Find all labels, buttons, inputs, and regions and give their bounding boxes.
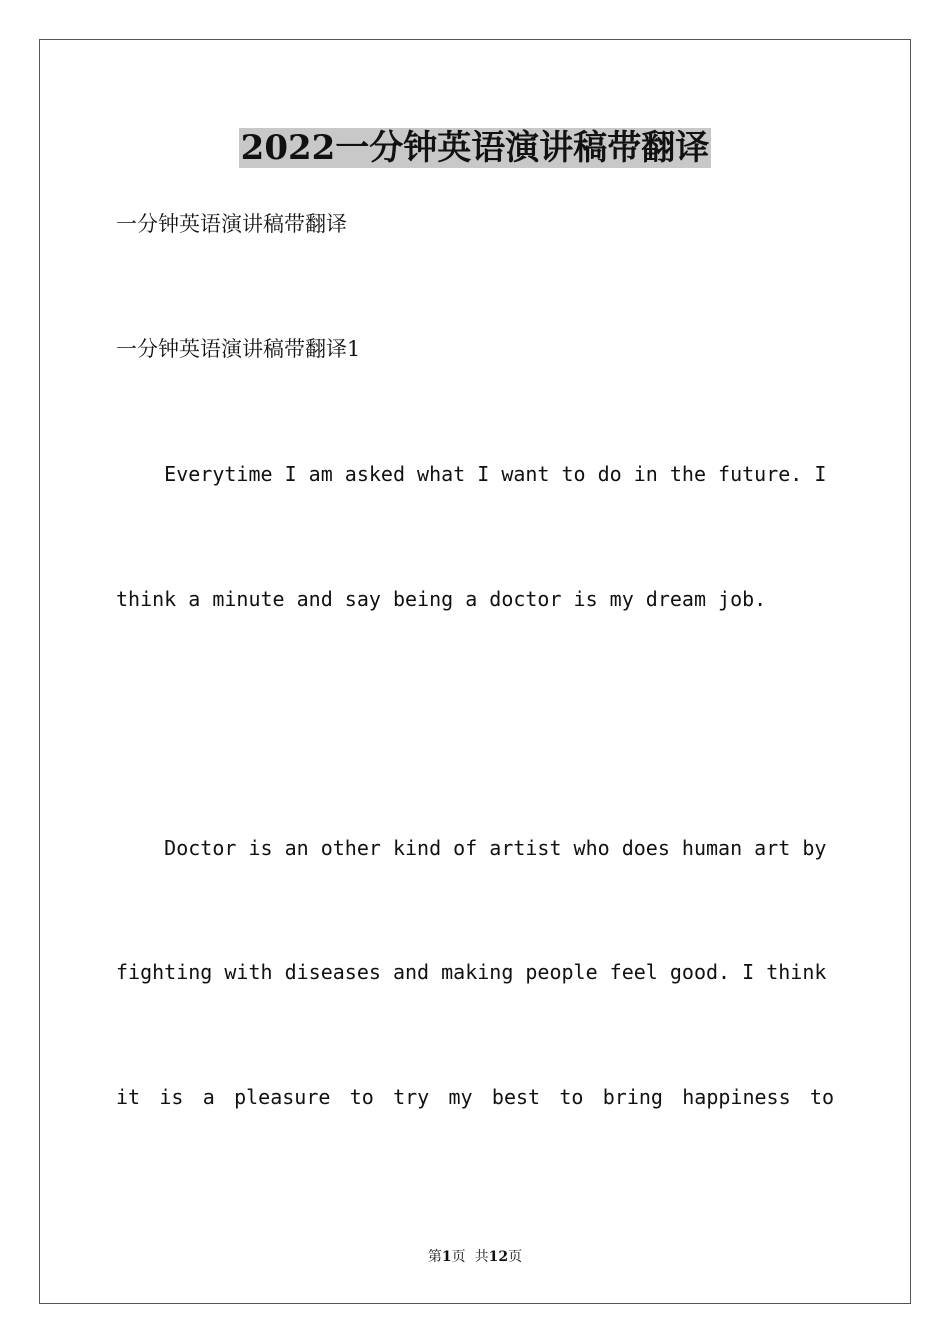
page-footer	[0, 1248, 950, 1266]
paragraph-2-line-2: fighting with diseases and making people feel good. I think	[116, 960, 827, 984]
document-title: 2022一分钟英语演讲稿带翻译	[240, 128, 710, 168]
paragraph-1-line-2: think a minute and say being a doctor is my dream job.	[116, 587, 767, 611]
footer-mid: 页 共	[451, 1249, 489, 1265]
footer-prefix: 第	[427, 1249, 442, 1265]
footer-total-pages: 12	[488, 1249, 509, 1265]
title-container	[0, 128, 950, 168]
document-subtitle: 一分钟英语演讲稿带翻译	[116, 212, 347, 236]
paragraph-2-line-1: Doctor is an other kind of artist who does human art by	[116, 836, 827, 860]
section-heading: 一分钟英语演讲稿带翻译1	[116, 337, 361, 361]
paragraph-1-line-1: Everytime I am asked what I want to do in the future. I	[116, 462, 827, 486]
footer-page-number: 1	[441, 1249, 452, 1265]
footer-suffix: 页	[508, 1249, 523, 1265]
paragraph-2-line-3: it is a pleasure to try my best to bring happiness to	[116, 1085, 834, 1109]
